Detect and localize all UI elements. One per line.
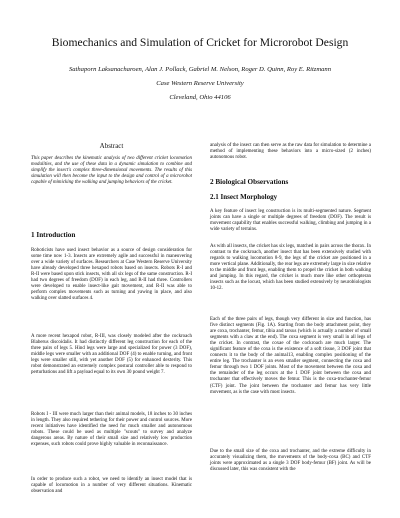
abstract-heading: Abstract	[99, 142, 124, 150]
section-heading-introduction: 1 Introduction	[31, 231, 76, 239]
intro-paragraph-2: A more recent hexapod robot, R-III, was closely modeled after the cockroach Blaberus discoidalis. It had distinctly different leg construction for each of the three pairs of legs 5. Hind legs were large and specialized for power (3 DOF), middle legs were smaller with an additional DOF (4) to enable turning, and front legs were smaller still, with yet another DOF (5) for enhanced dexterity. This robot demonstrated an extremely complex postural controller able to respond to perturbations and lift a payload equal to its own 30 pound weight 7.	[31, 334, 192, 376]
section-heading-biological-observations: 2 Biological Observations	[210, 178, 289, 186]
morphology-paragraph-4: Due to the small size of the coxa and trochanter, and the extreme difficulty in accurately visualizing them, the movements of the body-coxa (BC) and CTF joints were approximated as a single 3 DOF body-femur (BF) joint. As will be discussed later, this was consistent with the	[210, 449, 371, 473]
morphology-paragraph-2: As with all insects, the cricket has six legs, matched in pairs across the thorax. In contrast to the cockroach, another insect that has been extensively studied with regards to walking locomotion 8-9, the legs of the cricket are positioned in a more vertical plane. Additionally, the rear legs are extremely large in size relative to the middle and front legs, enabling them to propel the cricket in both walking and jumping. In this regard, the cricket is much more like other orthopteran insects such as the locust, which has been studied extensively by neurobiologists 10-12.	[210, 244, 371, 292]
morphology-paragraph-1: A key feature of insect leg construction is its multi-segmented nature. Segment joints can have a single or multiple degrees of freedom (DOF). The result is movement capability that enables successful walking, climbing and jumping in a wide variety of terrains.	[210, 209, 371, 233]
right-continuation-paragraph: analysis of the insect can then serve as the raw data for simulation to determine a method of implementing these behaviors into a micro-sized (2 inches) autonomous robot.	[210, 143, 371, 161]
author-list: Sathaporn Laksanacharoen, Alan J. Pollack, Gabriel M. Nelson, Roger D. Quinn, Roy E. Ritzmann	[68, 66, 332, 73]
affiliation: Case Western Reserve University	[156, 80, 244, 87]
intro-paragraph-4: In order to produce such a robot, we need to identify an insect model that is capable of locomotion in a number of very different situations. Kinematic observation and	[31, 477, 192, 495]
intro-paragraph-3: Robots I - III were much larger than their animal models, 18 inches to 30 inches in length. They also required tethering for their power and control sources. More recent initiatives have identified the need for much smaller and autonomous robots. These could be used as multiple "scouts" to survey and analyze dangerous areas. By nature of their small size and relatively low production expenses, such robots could prove highly valuable in reconnaissance.	[31, 412, 192, 448]
paper-title: Biomechanics and Simulation of Cricket for Microrobot Design	[51, 36, 349, 49]
abstract-text: This paper describes the kinematic analysis of two different cricket locomotion modalities, and the use of these data in a dynamic simulation to combine and simplify the insect's complex three-dimensional movements. The results of this simulation will then become the input to the design and control of a microrobot capable of mimicking the walking and jumping behaviors of the cricket.	[31, 156, 192, 186]
morphology-paragraph-3: Each of the three pairs of legs, though very different in size and function, has five distinct segments (Fig. 1A). Starting from the body attachment point, they are coxa, trochanter, femur, tibia and tarsus (which is actually a number of small segments with a claw at the end). The coxa segment is very small in all legs of the cricket. In contrast, the coxae of the cockroach are much larger. The significant feature of the coxa is the existence of a soft tissue, 3 DOF joint that connects it to the body of the animal13, enabling complex positioning of the entire leg. The trochanter is an even smaller segment, connecting the coxa and femur through two 1 DOF joints. Most of the movement between the coxa and the remainder of the leg occurs at the 1 DOF joint between the coxa and trochanter that effectively moves the femur. This is the coxa-trochanter-femur (CTF) joint. The joint between the trochanter and femur has very little movement, as is the case with most insects.	[210, 317, 371, 395]
subsection-heading-insect-morphology: 2.1 Insect Morphology	[210, 193, 278, 201]
intro-paragraph-1: Roboticists have used insect behavior as a source of design consideration for some time now 1-3. Insects are extremely agile and successful in maneuvering over a wide variety of surfaces. Researchers at Case Western Reserve University have already developed three hexapod robots based on insects. Robots R-I and R-II were based upon stick insects, with all six legs of the same construction. R-I had two degrees of freedom (DOF) in each leg, and R-II had three. Controllers were developed to enable insect-like gait movement, and R-II was able to perform complex movements such as turning and yawing in place, and also walking over slatted surfaces 4.	[31, 248, 192, 302]
city-line: Cleveland, Ohio 44106	[169, 94, 231, 101]
